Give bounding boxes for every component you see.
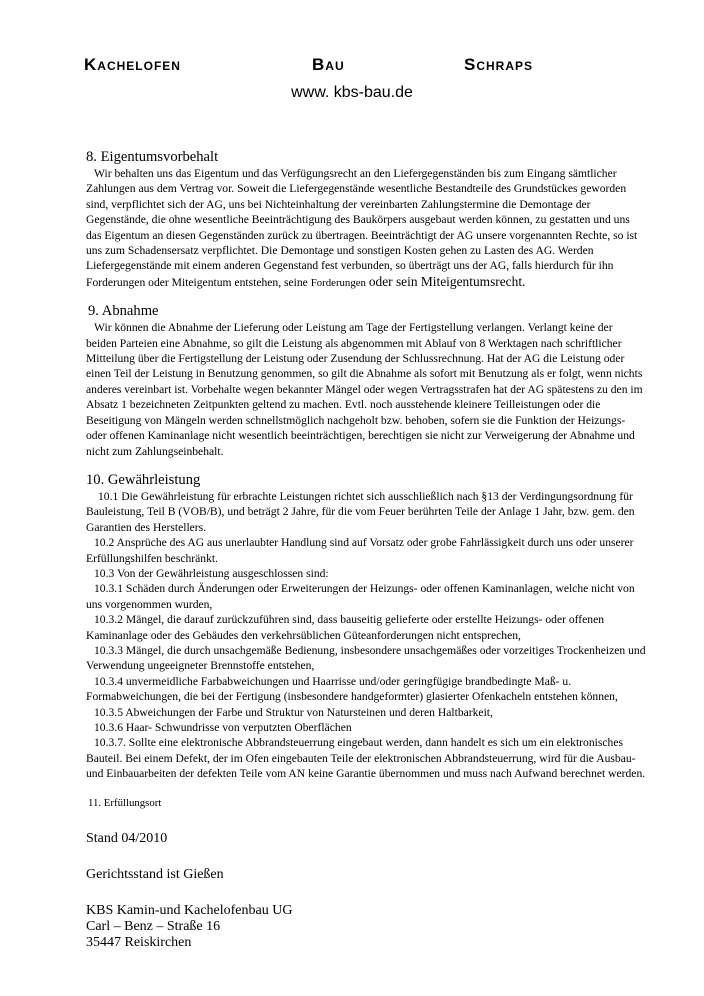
company-name: KBS Kamin-und Kachelofenbau UG xyxy=(86,903,293,919)
section-8-heading: 8. Eigentumsvorbehalt xyxy=(86,149,219,165)
section-10-item: 10.1 Die Gewährleistung für erbrachte Leistungen richtet sich ausschließlich nach §13 der Verdingungsordnung für Bauleistung, Teil B (VOB/B), und beträgt 2 Jahre, für die vom Feuer berührten Teile der Anlage 1 Jahr, bzw. gem. den Garantien des Herstellers. xyxy=(86,489,635,534)
section-10-item: 10.3.2 Mängel, die darauf zurückzuführen sind, dass bauseitig gelieferte oder erstellte Heizungs- oder offenen Kaminanlage oder des Gebäudes den verkehrsüblichen Güteanforderungen nicht entsprechen, xyxy=(86,613,605,642)
section-9-heading: 9. Abnahme xyxy=(88,303,159,320)
section-8-text xyxy=(86,166,646,291)
letterhead-word-bau: Bau xyxy=(312,55,345,74)
section-10-item: 10.3 Von der Gewährleistung ausgeschlossen sind: xyxy=(94,566,329,580)
section-10-item: 10.3.1 Schäden durch Änderungen oder Erweiterungen der Heizungs- oder offenen Kaminanlagen, welche nicht von uns vorgenommen wurden, xyxy=(86,582,635,611)
section-10-item: 10.3.3 Mängel, die durch unsachgemäße Bedienung, insbesondere unsachgemäßes oder vorzeitiges Trockenheizen und Verwendung ungeeigneter Brennstoffe entstehen, xyxy=(86,643,646,673)
stand-date: Stand 04/2010 xyxy=(86,831,168,847)
company-address xyxy=(86,903,646,951)
section-10-item: 10.3.7. Sollte eine elektronische Abbrandsteuerrung eingebaut werden, dann handelt es sich um ein elektronisches Bauteil. Bei einem Defekt, der im Ofen eingebauten Teile der elektronischen Abbrandsteuerrung, wird für die Ausbau- und Einbauarbeiten der defekten Teile vom AN keine Garantie übernommen und muss nach Aufwand berechnet werden. xyxy=(86,736,646,781)
section-8-tail-big: oder sein Miteigentumsrecht. xyxy=(368,273,526,289)
company-street: Carl – Benz – Straße 16 xyxy=(86,919,221,935)
website-url: www. kbs-bau.de xyxy=(291,84,413,101)
letterhead-word-kachelofen: Kachelofen xyxy=(84,55,181,74)
document-body xyxy=(86,149,646,951)
company-city: 35447 Reiskirchen xyxy=(86,935,192,951)
section-10-item: 10.3.5 Abweichungen der Farbe und Struktur von Natursteinen und deren Haltbarkeit, xyxy=(94,705,493,719)
section-10-item: 10.3.6 Haar- Schwundrisse von verputzten Oberflächen xyxy=(94,721,352,734)
jurisdiction: Gerichtsstand ist Gießen xyxy=(86,867,224,883)
letterhead xyxy=(84,55,554,85)
section-8-body: Wir behalten uns das Eigentum und das Verfügungsrecht an den Liefergegenständen bis zum Eingang sämtlicher Zahlungen aus dem Vertrag vor. Soweit die Liefergegenstände wesentliche Bestandteile des Grundstückes geworden sind, verpflichtet sich der AG, uns bei Nichteinhaltung der vereinbarten Zahlungstermine die Demontage der Gegenstände, die ohne wesentliche Beeinträchtigung des Baukörpers ausgebaut werden können, zu gestatten und uns das Eigentum an diesen Gegenständen zurück zu übertragen. Beeinträchtigt der AG unsere vorgenannten Rechte, so ist uns zum Schadensersatz verpflichtet. Die Demontage und sonstigen Kosten gehen zu Lasten des AG. Werden Liefergegenstände mit einem anderen Gegenstand fest verbunden, so überträgt uns der AG, falls hierdurch für ihn Forderungen oder Miteigentum entstehen, seine xyxy=(86,167,638,289)
section-10-item: 10.3.4 unvermeidliche Farbabweichungen und Haarrisse und/oder geringfügige brandbedingte Maß- u. Formabweichungen, die bei der Fertigung (insbesondere handgeformter) glasierter Ofenkacheln entstehen können, xyxy=(86,674,618,704)
section-11-heading: 11. Erfüllungsort xyxy=(88,796,162,809)
section-9-body: Wir können die Abnahme der Lieferung oder Leistung am Tage der Fertigstellung verlangen. Verlangt keine der beiden Parteien eine Abnahme, so gilt die Leistung als abgenommen mit Ablauf von 8 Werktagen nach schriftlicher Mitteilung über die Fertigstellung der Leistung oder Zusendung der Schlussrechnung. Hat der AG die Leistung oder einen Teil der Leistung in Benutzung genommen, so gilt die Abnahme als sofort mit Benutzung als er folgt, wenn nichts anderes vereinbart ist. Vorbehalte wegen bekannter Mängel oder wegen Vertragsstrafen hat der AG spätestens zu den im Absatz 1 bezeichneten Zeitpunkten geltend zu machen. Evtl. noch ausstehende kleinere Teilleistungen oder die Beseitigung von Mängeln werden schnellstmöglich nachgeholt bzw. behoben, sofern sie die Funktion der Heizungs- oder offenen Kaminanlage nicht wesentlich beeinträchtigen, berechtigen sie nicht zur Verweigerung der Abnahme und nicht zum Zahlungseinbehalt. xyxy=(86,321,643,458)
section-8-tail-small: Forderungen xyxy=(310,276,366,289)
section-10-heading: 10. Gewährleistung xyxy=(86,471,201,488)
letterhead-word-schraps: Schraps xyxy=(464,55,534,74)
section-10-item: 10.2 Ansprüche des AG aus unerlaubter Handlung sind auf Vorsatz oder grobe Fahrlässigkeit durch uns oder unserer Erfüllungshilfen beschränkt. xyxy=(86,536,634,565)
